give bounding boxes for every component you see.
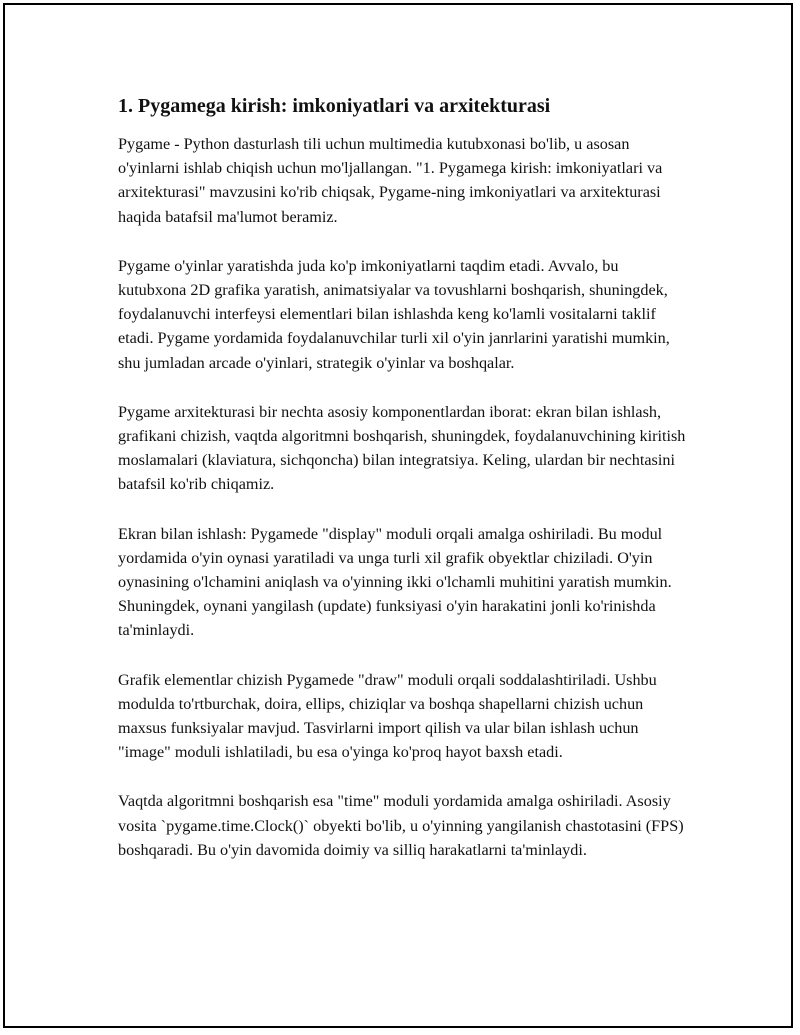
paragraph-draw-module: Grafik elementlar chizish Pygamede "draw" moduli orqali soddalashtiriladi. Ushbu modulda to'rtburchak, doira, ellips, chiziqlar va boshqa shapellarni chizish uchun maxsus funksiyalar mavjud. Tasvirlarni import qilish va ular bilan ishlash uchun "image" moduli ishlatiladi, bu esa o'yinga ko'proq hayot baxsh etadi.: [118, 670, 657, 762]
document-body: [118, 92, 690, 887]
paragraph-intro: Pygame - Python dasturlash tili uchun multimedia kutubxonasi bo'lib, u asosan o'yinlarni ishlab chiqish uchun mo'ljallangan. "1. Pygamega kirish: imkoniyatlari va arxitekturasi" mavzusini ko'rib chiqsak, Pygame-ning imkoniyatlari va arxitekturasi haqida batafsil ma'lumot beramiz.: [118, 135, 663, 226]
paragraph-architecture: Pygame arxitekturasi bir nechta asosiy komponentlardan iborat: ekran bilan ishlash, grafikani chizish, vaqtda algoritmni boshqarish, shuningdek, foydalanuvchining kiritish moslamalari (klaviatura, sichqoncha) bilan integratsiya. Keling, ulardan bir nechtasini batafsil ko'rib chiqamiz.: [118, 402, 686, 494]
paragraph-display-module: Ekran bilan ishlash: Pygamede "display" moduli orqali amalga oshiriladi. Bu modul yordamida o'yin oynasi yaratiladi va unga turli xil grafik obyektlar chiziladi. O'yin oynasining o'lchamini aniqlash va o'yinning ikki o'lchamli muhitini yaratish mumkin. Shuningdek, oynani yangilash (update) funksiyasi o'yin harakatini jonli ko'rinishda ta'minlaydi.: [118, 524, 672, 640]
paragraph-time-module: Vaqtda algoritmni boshqarish esa "time" moduli yordamida amalga oshiriladi. Asosiy vosita `pygame.time.Clock()` obyekti bo'lib, u o'yinning yangilanish chastotasini (FPS) boshqaradi. Bu o'yin davomida doimiy va silliq harakatlarni ta'minlaydi.: [118, 792, 684, 859]
paragraph-capabilities: Pygame o'yinlar yaratishda juda ko'p imkoniyatlarni taqdim etadi. Avvalo, bu kutubxona 2D grafika yaratish, animatsiyalar va tovushlarni boshqarish, shuningdek, foydalanuvchi interfeysi elementlari bilan ishlashda keng ko'lamli vositalarni taklif etadi. Pygame yordamida foydalanuvchilar turli xil o'yin janrlarini yaratishi mumkin, shu jumladan arcade o'yinlari, strategik o'yinlar va boshqalar.: [118, 256, 670, 372]
page-title: 1. Pygamega kirish: imkoniyatlari va arxitekturasi: [118, 95, 551, 117]
